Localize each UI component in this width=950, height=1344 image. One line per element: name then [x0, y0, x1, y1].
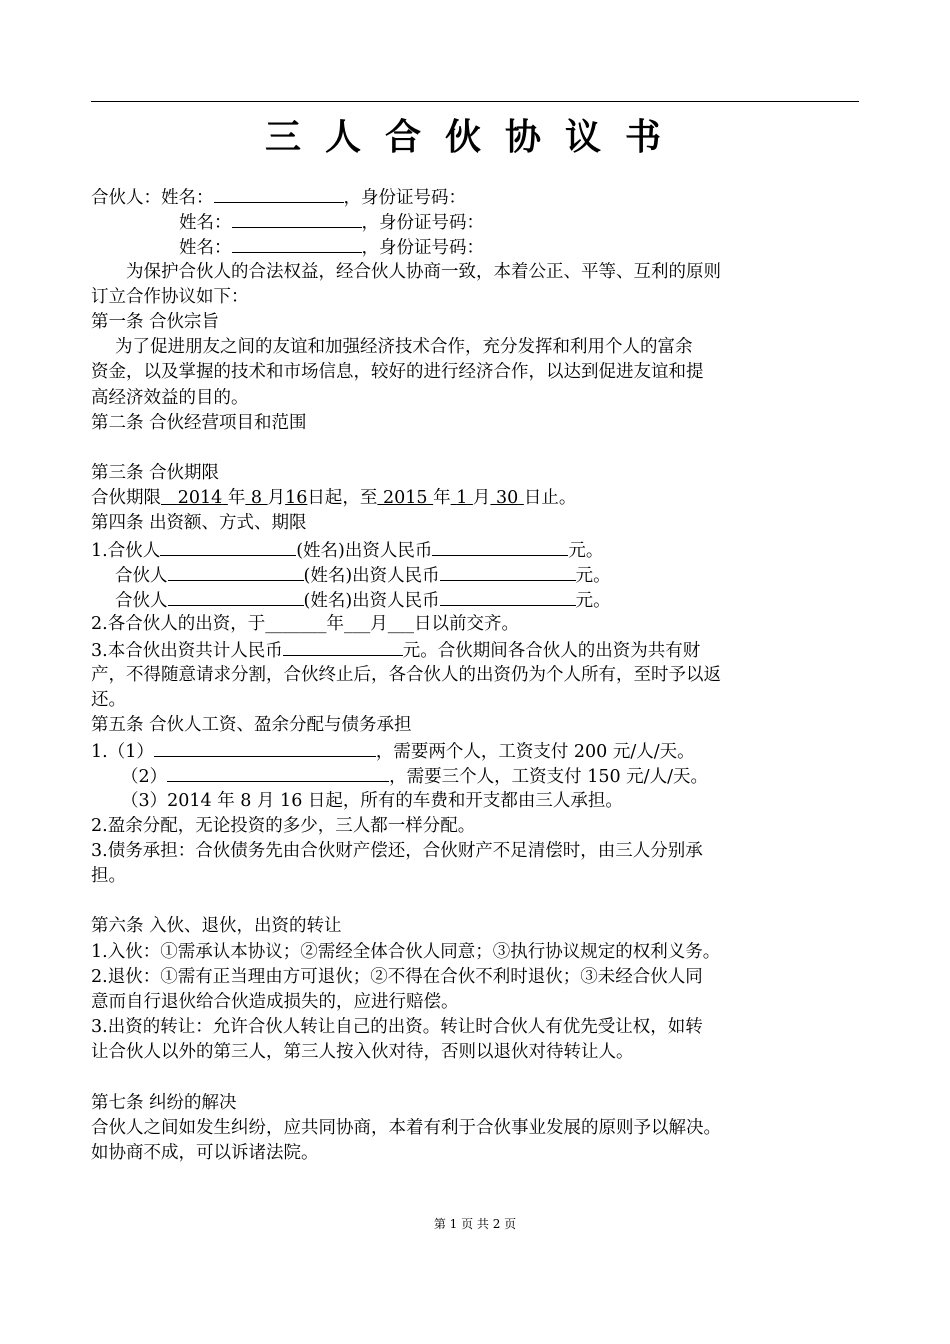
capital-line-2: 合伙人 (姓名)出资人民币 元。	[91, 562, 866, 587]
debt-line-2: 担。	[91, 866, 126, 887]
debt-line-1: 3.债务承担：合伙债务先由合伙财产偿还，合伙财产不足清偿时，由三人分别承	[91, 840, 703, 861]
article-2-title: 第二条 合伙经营项目和范围	[91, 412, 307, 433]
article-6-title: 第六条 入伙、退伙，出资的转让	[91, 916, 342, 937]
capital-deadline: 2.各合伙人的出资，于_______年___月___日以前交齐。	[91, 614, 519, 635]
page-number: 第 1 页 共 2 页	[433, 1217, 517, 1231]
article-1-title: 第一条 合伙宗旨	[91, 311, 220, 332]
article-1-para-3: 高经济效益的目的。	[91, 387, 249, 408]
article-5-title: 第五条 合伙人工资、盈余分配与债务承担	[91, 714, 412, 735]
profit-line: 2.盈余分配，无论投资的多少，三人都一样分配。	[91, 815, 476, 836]
term-line: 合伙期限 2014 年 8 月16日起，至 2015 年 1 月 30 日止。	[91, 488, 577, 509]
partner-line-2: 姓名： ，身份证号码：	[91, 209, 866, 234]
capital-line-1: 1.合伙人 (姓名)出资人民币 元。	[91, 537, 866, 562]
capital-line-3: 合伙人 (姓名)出资人民币 元。	[91, 587, 866, 612]
document-body	[91, 184, 866, 1166]
dispute-line-2: 如协商不成，可以诉诸法院。	[91, 1143, 319, 1164]
intro-line-2: 订立合作协议如下：	[91, 286, 249, 307]
transfer-line-1: 1.入伙：①需承认本协议；②需经全体合伙人同意；③执行协议规定的权利义务。	[91, 941, 721, 962]
wage-line-3: （3）2014 年 8 月 16 日起，所有的车费和开支都由三人承担。	[121, 790, 623, 811]
article-1-para-1: 为了促进朋友之间的友谊和加强经济技术合作，充分发挥和利用个人的富余	[115, 337, 693, 358]
intro-line-1: 为保护合伙人的合法权益，经合伙人协商一致，本着公正、平等、互利的原则	[126, 261, 721, 282]
article-4-title: 第四条 出资额、方式、期限	[91, 513, 307, 534]
transfer-line-4: 3.出资的转让：允许合伙人转让自己的出资。转让时合伙人有优先受让权，如转	[91, 1017, 703, 1038]
wage-line-1: 1.（1） ，需要两个人，工资支付 200 元/人/天。	[91, 738, 866, 763]
capital-total-2: 产，不得随意请求分割，合伙终止后，各合伙人的出资仍为个人所有，至时予以返	[91, 664, 721, 685]
partner-line-1: 合伙人：姓名： ，身份证号码：	[91, 184, 866, 209]
capital-total-1: 3.本合伙出资共计人民币 元。合伙期间各合伙人的出资为共有财	[91, 637, 866, 662]
article-7-title: 第七条 纠纷的解决	[91, 1092, 237, 1113]
name-blank-2	[232, 209, 362, 228]
transfer-line-3: 意而自行退伙给合伙造成损失的，应进行赔偿。	[91, 992, 459, 1012]
article-3-title: 第三条 合伙期限	[91, 463, 220, 484]
dispute-line-1: 合伙人之间如发生纠纷，应共同协商，本着有利于合伙事业发展的原则予以解决。	[91, 1117, 721, 1138]
name-blank-1	[214, 184, 344, 203]
capital-total-3: 还。	[91, 689, 126, 710]
transfer-line-5: 让合伙人以外的第三人，第三人按入伙对待，否则以退伙对待转让人。	[91, 1042, 634, 1063]
partner-line-3: 姓名： ，身份证号码：	[91, 234, 866, 259]
header-rule	[91, 101, 859, 102]
wage-line-2: （2） ，需要三个人，工资支付 150 元/人/天。	[91, 763, 866, 788]
document-title: 三人合伙协议书	[264, 117, 685, 158]
transfer-line-2: 2.退伙：①需有正当理由方可退伙；②不得在合伙不利时退伙；③未经合伙人同	[91, 966, 703, 987]
name-blank-3	[232, 234, 362, 253]
article-1-para-2: 资金，以及掌握的技术和市场信息，较好的进行经济合作，以达到促进友谊和提	[91, 362, 704, 383]
